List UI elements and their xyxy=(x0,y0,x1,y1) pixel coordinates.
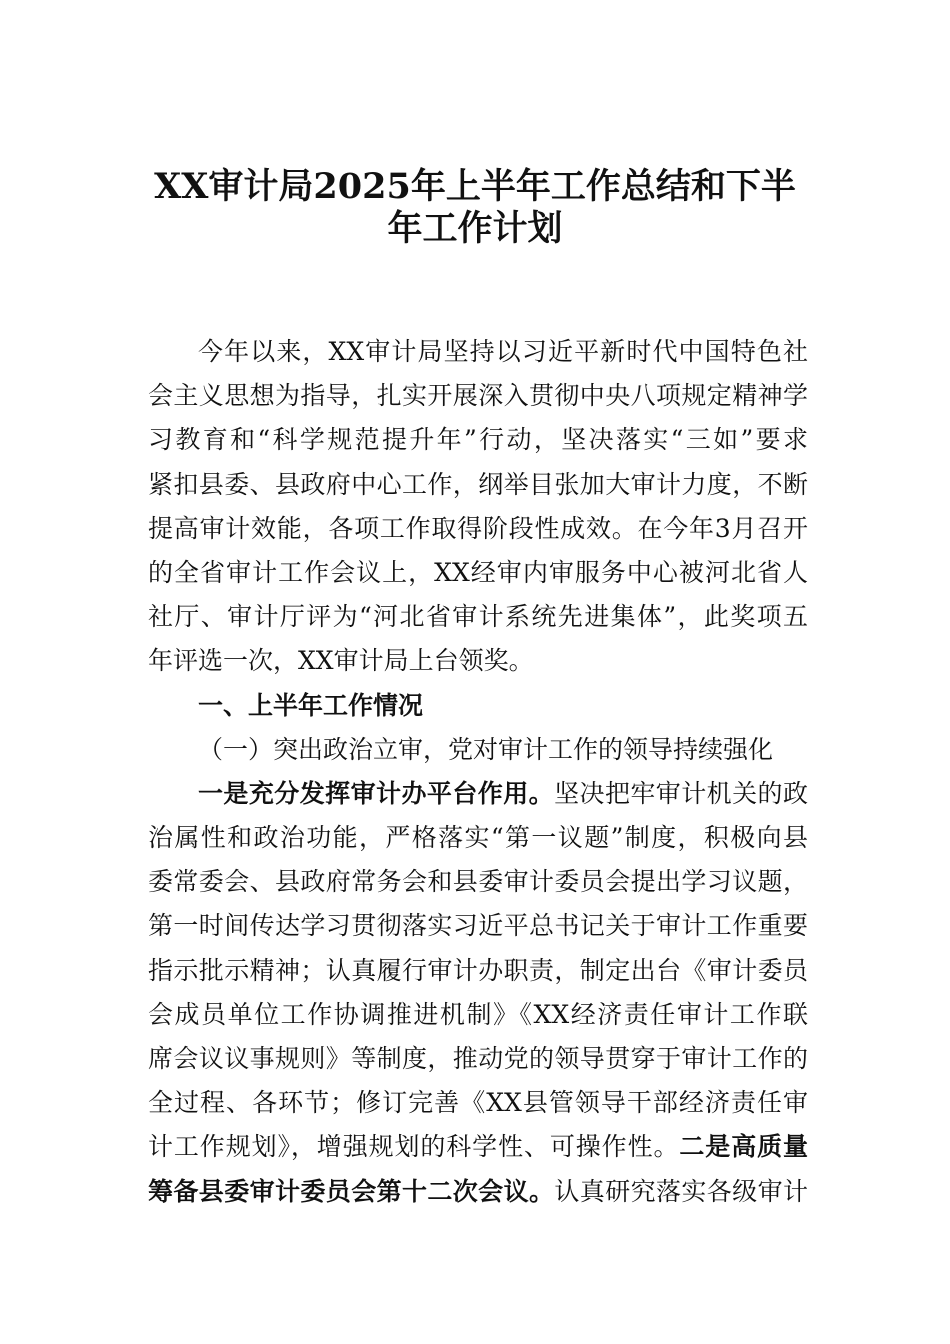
bold-text: 二是高质量 xyxy=(679,1132,808,1162)
text-line xyxy=(148,860,808,904)
text-segment: 习教育和“科学规范提升年”行动，坚决落实“三如”要求 xyxy=(148,425,808,455)
text-line xyxy=(148,507,808,551)
text-line xyxy=(148,639,808,683)
text-segment: 年评选一次，XX审计局上台领奖。 xyxy=(148,646,534,676)
text-line xyxy=(148,1037,808,1081)
document-body xyxy=(148,330,808,1214)
text-segment: 全过程、各环节；修订完善《XX县管领导干部经济责任审 xyxy=(148,1088,808,1118)
text-segment: 紧扣县委、县政府中心工作，纲举目张加大审计力度，不断 xyxy=(148,469,808,499)
text-line xyxy=(148,904,808,948)
document-title-line: XX审计局2025年上半年工作总结和下半 xyxy=(154,166,796,207)
text-line xyxy=(148,418,808,462)
text-line xyxy=(148,772,808,816)
bold-text: 一是充分发挥审计办平台作用。 xyxy=(198,778,555,808)
text-segment: （一）突出政治立审，党对审计工作的领导持续强化 xyxy=(198,734,774,764)
text-segment: 的全省审计工作会议上，XX经审内审服务中心被河北省人 xyxy=(148,557,808,587)
text-segment: 会主义思想为指导，扎实开展深入贯彻中央八项规定精神学 xyxy=(148,381,808,411)
text-segment: 指示批示精神；认真履行审计办职责，制定出台《审计委员 xyxy=(148,955,808,985)
text-segment: 坚决把牢审计机关的政 xyxy=(554,778,808,808)
text-segment: 席会议议事规则》等制度，推动党的领导贯穿于审计工作的 xyxy=(148,1044,808,1073)
text-line xyxy=(148,374,808,418)
document-title-line: 年工作计划 xyxy=(387,208,563,249)
text-segment: 提高审计效能，各项工作取得阶段性成效。在今年3月召开 xyxy=(148,513,808,543)
document-title xyxy=(0,166,950,250)
bold-text: 一、上半年工作情况 xyxy=(198,690,424,720)
text-line xyxy=(148,595,808,639)
text-segment: 社厅、审计厅评为“河北省审计系统先进集体”，此奖项五 xyxy=(148,602,808,632)
text-line xyxy=(148,551,808,595)
text-segment: 今年以来，XX审计局坚持以习近平新时代中国特色社 xyxy=(198,337,808,366)
text-line xyxy=(148,728,808,772)
text-segment: 委常委会、县政府常务会和县委审计委员会提出学习议题， xyxy=(148,867,808,897)
text-segment: 认真研究落实各级审计 xyxy=(554,1176,808,1206)
bold-text: 筹备县委审计委员会第十二次会议。 xyxy=(148,1176,555,1206)
text-line xyxy=(148,949,808,993)
text-line xyxy=(148,993,808,1037)
text-segment: 计工作规划》，增强规划的科学性、可操作性。 xyxy=(148,1132,680,1162)
text-line xyxy=(148,1170,808,1214)
text-line xyxy=(148,330,808,374)
text-line xyxy=(148,1081,808,1125)
text-line xyxy=(148,816,808,860)
text-segment: 治属性和政治功能，严格落实“第一议题”制度，积极向县 xyxy=(148,823,808,853)
text-segment: 第一时间传达学习贯彻落实习近平总书记关于审计工作重要 xyxy=(148,911,808,941)
section-heading xyxy=(148,684,808,728)
text-line xyxy=(148,1125,808,1169)
text-segment: 会成员单位工作协调推进机制》《XX经济责任审计工作联 xyxy=(148,999,808,1029)
text-line xyxy=(148,463,808,507)
